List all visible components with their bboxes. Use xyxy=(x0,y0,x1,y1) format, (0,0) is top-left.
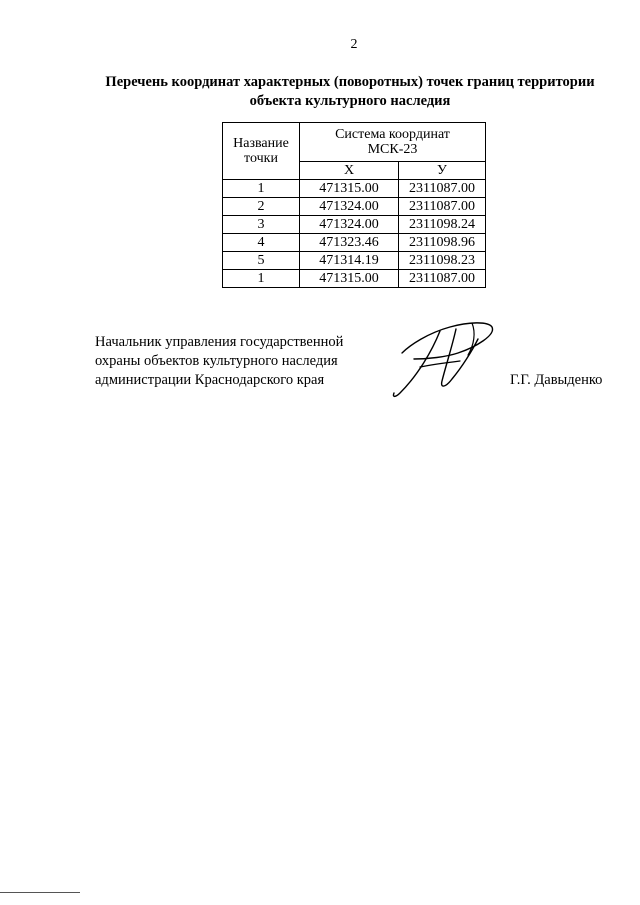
signer-name: Г.Г. Давыденко xyxy=(510,372,603,388)
header-x: Х xyxy=(300,162,399,180)
header-coordinate-system-line-1: Система координат xyxy=(335,127,450,143)
cell-point-name: 1 xyxy=(223,270,300,288)
cell-y: 2311098.23 xyxy=(399,252,486,270)
cell-point-name: 5 xyxy=(223,252,300,270)
header-point-name xyxy=(223,123,300,180)
table-row xyxy=(223,252,486,270)
cell-x: 471314.19 xyxy=(300,252,399,270)
header-coordinate-system xyxy=(300,123,486,162)
cell-y: 2311098.96 xyxy=(399,234,486,252)
title-line-2: объекта культурного наследия xyxy=(249,93,451,109)
cell-y: 2311087.00 xyxy=(399,270,486,288)
document-title xyxy=(70,73,630,111)
header-point-name-line-2: точки xyxy=(244,151,278,166)
header-y: У xyxy=(399,162,486,180)
cell-y: 2311087.00 xyxy=(399,180,486,198)
cell-x: 471323.46 xyxy=(300,234,399,252)
cell-x: 471324.00 xyxy=(300,216,399,234)
page-number: 2 xyxy=(350,37,358,52)
cell-y: 2311098.24 xyxy=(399,216,486,234)
cell-x: 471315.00 xyxy=(300,180,399,198)
cell-point-name: 4 xyxy=(223,234,300,252)
table-row xyxy=(223,180,486,198)
signer-position xyxy=(95,333,343,390)
signer-position-line-1: Начальник управления государственной xyxy=(95,334,344,350)
cell-y: 2311087.00 xyxy=(399,198,486,216)
table-row xyxy=(223,216,486,234)
handwritten-signature xyxy=(380,315,500,400)
cell-point-name: 1 xyxy=(223,180,300,198)
cell-point-name: 2 xyxy=(223,198,300,216)
title-line-1: Перечень координат характерных (поворотных) точек границ территории xyxy=(105,74,595,90)
signer-position-line-3: администрации Краснодарского края xyxy=(95,372,325,388)
table-body xyxy=(223,180,486,288)
coordinates-table xyxy=(222,122,486,288)
table-row xyxy=(223,270,486,288)
table-row xyxy=(223,198,486,216)
table-row xyxy=(223,234,486,252)
signer-position-line-2: охраны объектов культурного наследия xyxy=(95,353,338,369)
cell-x: 471324.00 xyxy=(300,198,399,216)
header-coordinate-system-line-2: МСК-23 xyxy=(367,142,418,158)
scan-edge-mark xyxy=(0,892,80,893)
header-point-name-line-1: Название xyxy=(233,136,289,151)
cell-x: 471315.00 xyxy=(300,270,399,288)
cell-point-name: 3 xyxy=(223,216,300,234)
